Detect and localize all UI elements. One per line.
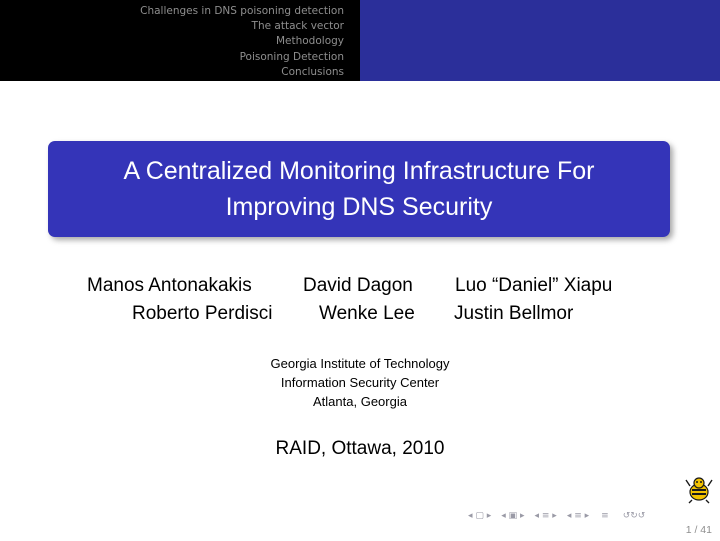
- yellow-jacket-logo-icon: [684, 474, 714, 504]
- beamer-nav-symbols-icon[interactable]: [468, 510, 645, 522]
- header-bar: [0, 0, 720, 81]
- author-name: Manos Antonakakis: [87, 275, 252, 296]
- event-line: RAID, Ottawa, 2010: [275, 438, 445, 459]
- title-box: [48, 141, 670, 237]
- nav-search-icon[interactable]: ≡: [601, 511, 609, 521]
- title-line-2: Improving DNS Security: [225, 193, 493, 221]
- author-name: Justin Bellmor: [454, 303, 574, 324]
- author-name: Wenke Lee: [319, 303, 415, 324]
- institution-line: Georgia Institute of Technology: [270, 356, 450, 371]
- nav-item-conclusions[interactable]: Conclusions: [281, 65, 344, 78]
- nav-item-methodology[interactable]: Methodology: [275, 35, 344, 48]
- title-line-1: A Centralized Monitoring Infrastructure For: [123, 157, 595, 185]
- author-name: Luo “Daniel” Xiapu: [455, 275, 613, 296]
- header-subsection-nav: [360, 0, 720, 81]
- nav-subsection-icon[interactable]: ◂ ≡ ▸: [566, 511, 590, 521]
- nav-item-attack-vector[interactable]: The attack vector: [251, 20, 344, 33]
- authors-block: [0, 275, 720, 331]
- nav-section-icon[interactable]: ◂ ≡ ▸: [534, 511, 557, 521]
- authors-row-2: [0, 303, 720, 331]
- institution-line: Information Security Center: [280, 375, 440, 390]
- section-nav: [140, 4, 344, 80]
- header-section-nav: [0, 0, 360, 81]
- authors-row-1: [0, 275, 720, 303]
- nav-undo-icon[interactable]: ↺↻↺: [622, 511, 646, 521]
- institution-block: [0, 354, 720, 411]
- nav-frame-icon[interactable]: ◂ ▣ ▸: [501, 511, 525, 521]
- author-name: Roberto Perdisci: [132, 303, 273, 324]
- nav-item-challenges[interactable]: Challenges in DNS poisoning detection: [140, 5, 344, 17]
- page-number: 1 / 41: [685, 524, 712, 536]
- author-name: David Dagon: [303, 275, 413, 296]
- institution-line: Atlanta, Georgia: [313, 394, 407, 409]
- slide-title: [123, 153, 594, 225]
- nav-first-icon[interactable]: ◂ ▢ ▸: [468, 511, 492, 521]
- nav-item-poisoning-detection[interactable]: Poisoning Detection: [239, 50, 344, 63]
